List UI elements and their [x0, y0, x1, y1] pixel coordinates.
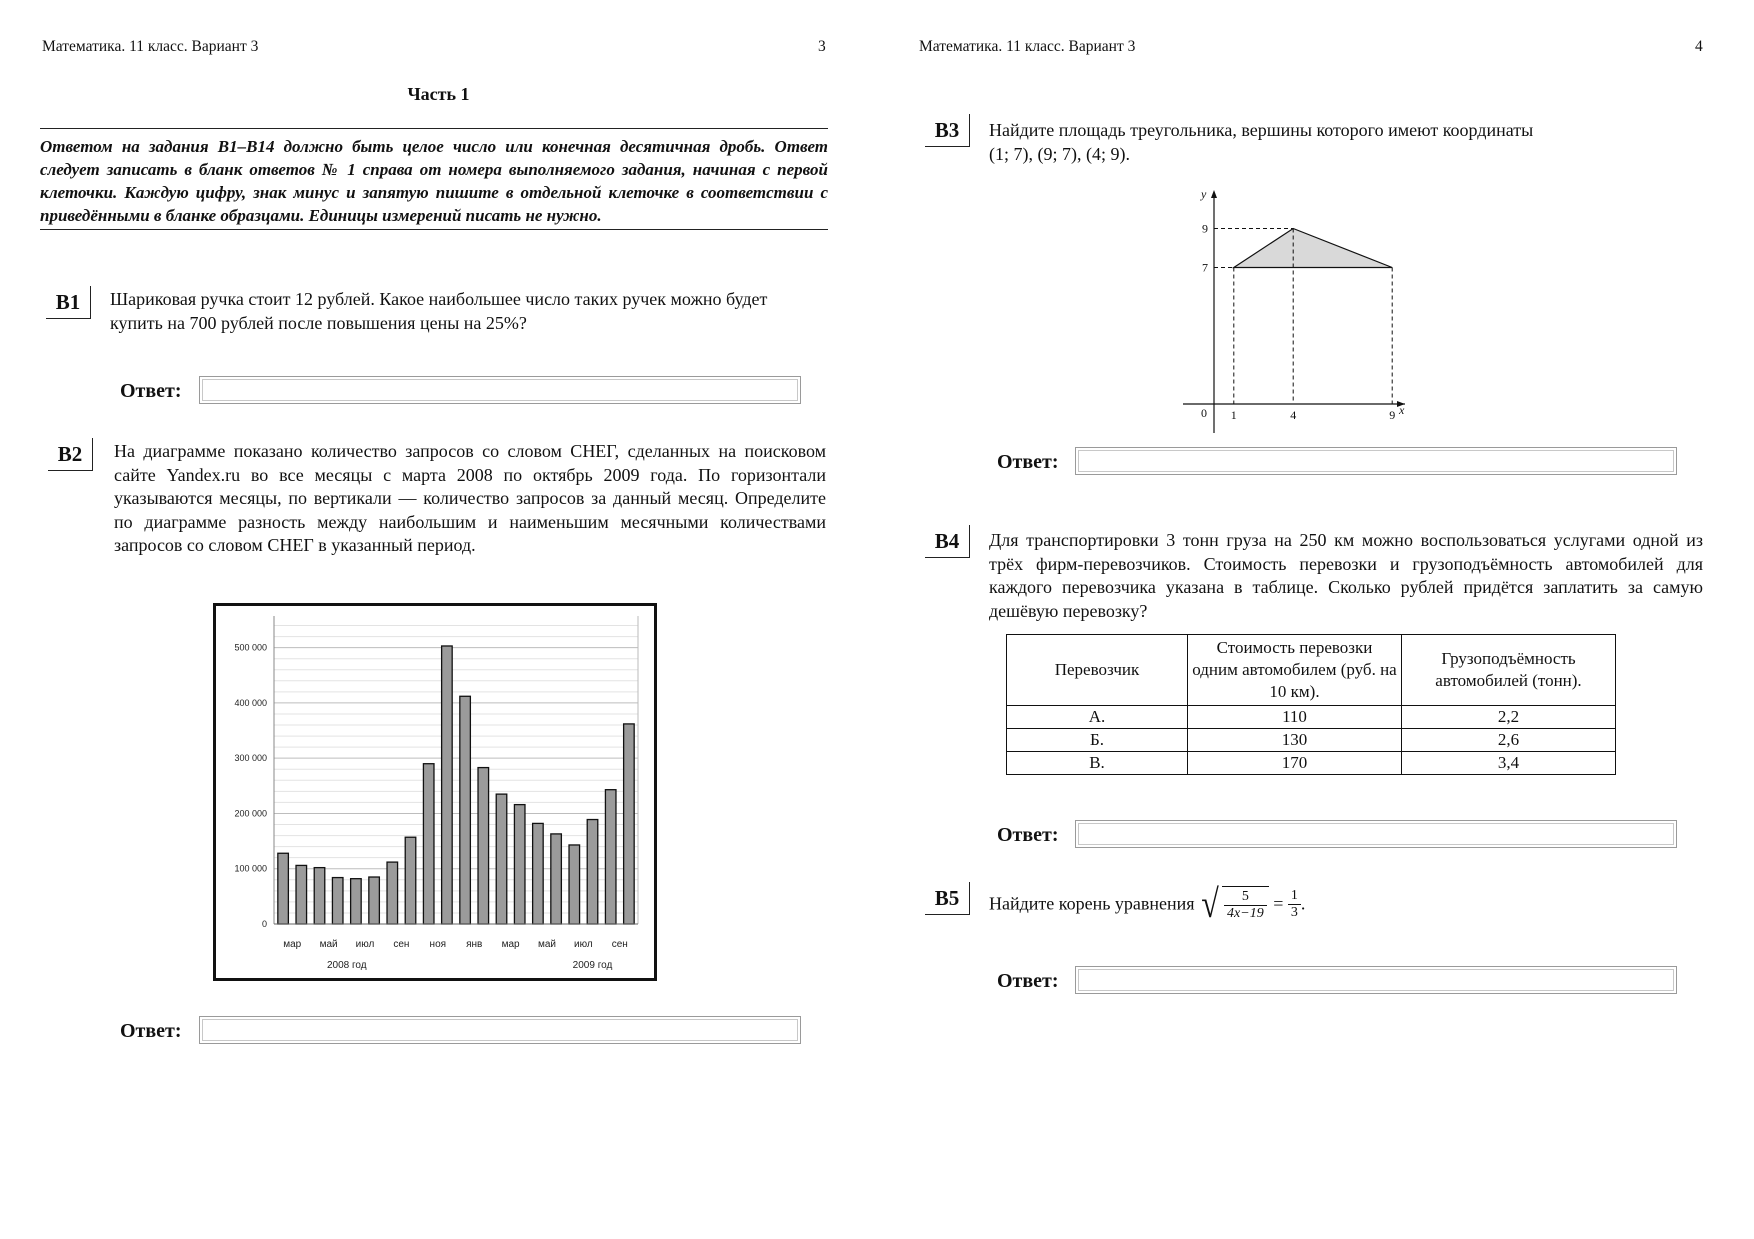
- table-cell: 110: [1188, 706, 1402, 729]
- answer-label-b2: Ответ:: [120, 1020, 182, 1042]
- table-cell: 2,6: [1402, 729, 1616, 752]
- answer-label-b5: Ответ:: [997, 970, 1059, 992]
- fraction-numerator: 1: [1288, 888, 1301, 905]
- bar: [460, 696, 471, 924]
- y-tick-label: 300 000: [234, 753, 267, 764]
- bar: [551, 834, 562, 924]
- bar: [569, 845, 580, 924]
- y-tick-label: 500 000: [234, 642, 267, 653]
- y-tick-label: 0: [261, 919, 267, 929]
- year-label: 2008 год: [326, 960, 367, 971]
- fraction-left: [1224, 889, 1267, 922]
- task-b5-text: Найдите корень уравнения: [989, 893, 1195, 914]
- table-header-row: [1007, 635, 1616, 706]
- x-tick-label: янв: [466, 939, 483, 950]
- task-b4-text: Для транспортировки 3 тонн груза на 250 км можно воспользоваться услугами одной из трёх фирм-перевозчиков. Стоимость перевозки и грузоподъёмность автомобилей для каждого перевозчика указана в таблице. Сколько рублей придётся заплатить за самую дешёвую перевозку?: [989, 530, 1703, 621]
- bar: [351, 879, 362, 924]
- bar: [387, 862, 398, 924]
- answer-field-b1[interactable]: [199, 376, 801, 404]
- instructions: Ответом на задания B1–B14 должно быть целое число или конечная десятичная дробь. Ответ следует записать в бланк ответов № 1 справа от номера выполняемого задания, начиная с первой клеточки. Каждую цифру, знак минус и запятую пишите в отдельной клеточке в соответствии с приведёнными в бланке образцами. Единицы измерений писать не нужно.: [40, 128, 828, 230]
- table-header-cell: Грузоподъёмность автомобилей (тонн).: [1402, 635, 1616, 706]
- table-header-cell: Стоимость перевозки одним автомобилем (руб. на 10 км).: [1188, 635, 1402, 706]
- y-axis-label: y: [1201, 187, 1207, 201]
- page-number: 4: [1695, 38, 1703, 55]
- fraction-right: [1288, 888, 1301, 921]
- x-tick-label: 1: [1230, 408, 1237, 422]
- bar: [514, 805, 525, 924]
- y-tick-label: 100 000: [234, 863, 267, 874]
- task-label-b1: B1: [46, 286, 91, 319]
- bar: [587, 820, 598, 924]
- answer-field-b4[interactable]: [1075, 820, 1677, 848]
- snow-queries-bar-chart: [216, 606, 654, 978]
- x-tick-label: 0: [1201, 406, 1207, 420]
- bar: [624, 724, 635, 924]
- table-row: [1007, 706, 1616, 729]
- table-cell: 2,2: [1402, 706, 1616, 729]
- answer-label-b4: Ответ:: [997, 824, 1059, 846]
- page-header: Математика. 11 класс. Вариант 3: [42, 38, 259, 55]
- bar: [496, 794, 507, 924]
- fraction-denominator: 3: [1290, 904, 1298, 920]
- x-tick-label: мар: [283, 939, 302, 950]
- table-cell: Б.: [1007, 729, 1188, 752]
- x-tick-label: ноя: [429, 939, 447, 950]
- page-header: Математика. 11 класс. Вариант 3: [919, 38, 1136, 55]
- bar: [296, 865, 307, 924]
- x-tick-label: сен: [611, 939, 628, 950]
- answer-field-b3[interactable]: [1075, 447, 1677, 475]
- x-tick-label: июл: [574, 939, 593, 950]
- task-b1-text: Шариковая ручка стоит 12 рублей. Какое наибольшее число таких ручек можно будет купить на 700 рублей после повышения цены на 25%?: [110, 289, 768, 333]
- task-label-b5: B5: [925, 882, 970, 915]
- page-number: 3: [818, 38, 826, 55]
- y-axis-arrow-icon: [1211, 190, 1217, 198]
- table-cell: 3,4: [1402, 752, 1616, 775]
- y-tick-label: 400 000: [234, 697, 267, 708]
- bar: [478, 768, 489, 924]
- task-b5-equation-line: [989, 881, 1589, 926]
- table-cell: А.: [1007, 706, 1188, 729]
- task-b3-text: Найдите площадь треугольника, вершины которого имеют координаты (1; 7), (9; 7), (4; 9).: [989, 120, 1534, 164]
- period: .: [1300, 893, 1306, 914]
- x-tick-label: 4: [1290, 408, 1297, 422]
- x-axis-label: x: [1399, 403, 1405, 417]
- bar: [278, 853, 289, 924]
- x-tick-label: май: [319, 939, 338, 950]
- task-label-b4: B4: [925, 525, 970, 558]
- part-title: Часть 1: [407, 84, 470, 104]
- bar: [314, 868, 325, 924]
- task-b2-text: На диаграмме показано количество запросов со словом СНЕГ, сделанных на поисковом сайте Yandex.ru во все месяцы с марта 2008 по октябрь 2009 года. По горизонтали указываются месяцы, по вертикали — количество запросов за данный месяц. Определите по диаграмме разность между наибольшим и наименьшим месячными количествами запросов со словом СНЕГ в указанный период.: [114, 441, 826, 555]
- triangle: [1234, 229, 1392, 268]
- answer-label-b1: Ответ:: [120, 380, 182, 402]
- table-row: [1007, 752, 1616, 775]
- year-label: 2009 год: [572, 960, 613, 971]
- bar: [533, 823, 544, 924]
- triangle-coordinate-plot: [1183, 186, 1413, 436]
- sqrt-radicand: [1222, 886, 1269, 922]
- bar: [332, 878, 343, 924]
- snow-queries-chart-frame: [213, 603, 657, 981]
- task-label-b2: B2: [48, 438, 93, 471]
- answer-field-b5[interactable]: [1075, 966, 1677, 994]
- sqrt-icon: √: [1201, 881, 1219, 926]
- bar: [442, 646, 453, 924]
- answer-label-b3: Ответ:: [997, 451, 1059, 473]
- bar: [423, 764, 434, 924]
- x-tick-label: 9: [1389, 408, 1396, 422]
- x-tick-label: мар: [501, 939, 520, 950]
- y-tick-label: 200 000: [234, 808, 267, 819]
- equals-sign: =: [1273, 893, 1284, 914]
- table-cell: 170: [1188, 752, 1402, 775]
- table-cell: 130: [1188, 729, 1402, 752]
- x-tick-label: май: [537, 939, 557, 950]
- table-cell: В.: [1007, 752, 1188, 775]
- answer-field-b2[interactable]: [199, 1016, 801, 1044]
- x-tick-label: июл: [355, 939, 375, 950]
- fraction-numerator: 5: [1224, 889, 1267, 906]
- fraction-denominator: 4x−19: [1227, 906, 1264, 921]
- y-tick-label: 9: [1202, 221, 1208, 236]
- table-row: [1007, 729, 1616, 752]
- x-tick-label: сен: [393, 939, 410, 950]
- carriers-table: [1006, 634, 1616, 775]
- bar: [369, 877, 380, 924]
- y-tick-label: 7: [1202, 260, 1208, 275]
- right-page: [877, 0, 1754, 1239]
- bar: [405, 837, 416, 924]
- task-label-b3: B3: [925, 114, 970, 147]
- bar: [605, 790, 616, 924]
- table-header-cell: Перевозчик: [1007, 635, 1188, 706]
